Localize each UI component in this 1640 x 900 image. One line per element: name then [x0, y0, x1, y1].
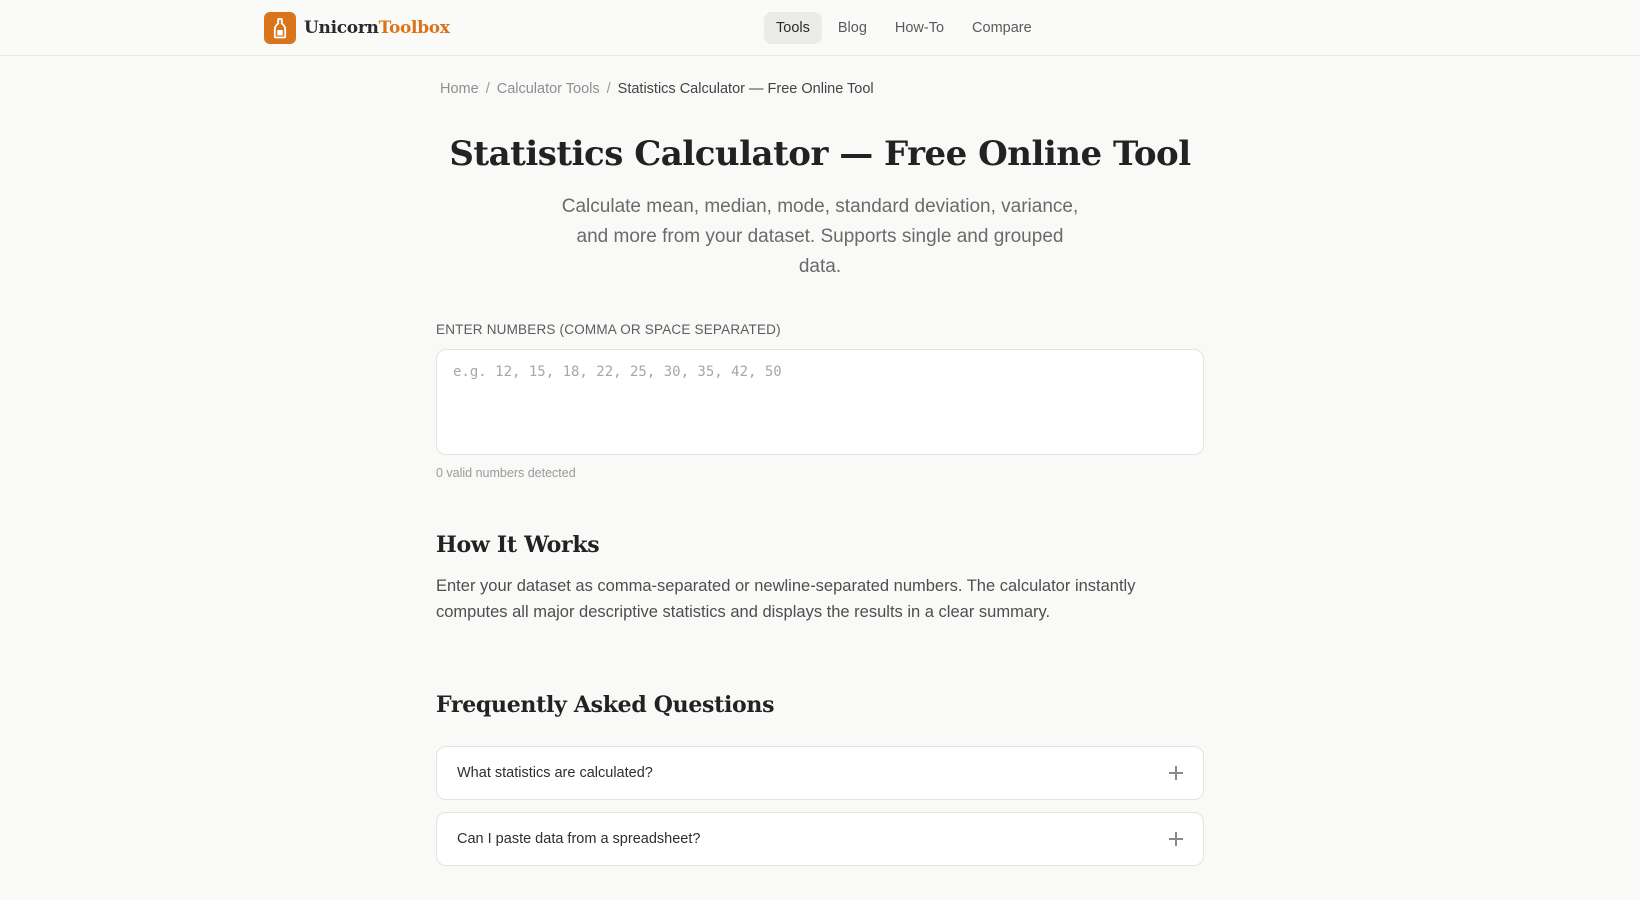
faq-item-statistics-calculated[interactable]: [436, 746, 1204, 800]
bottle-icon: [264, 12, 296, 44]
site-name-part2: Toolbox: [378, 18, 450, 38]
site-name: [304, 18, 450, 38]
site-name-part1: Unicorn: [304, 18, 379, 38]
nav-item-blog[interactable]: Blog: [837, 20, 867, 36]
top-navigation-bar: [0, 0, 1640, 56]
site-logo[interactable]: [264, 12, 450, 44]
breadcrumb-current: Statistics Calculator — Free Online Tool: [617, 81, 874, 97]
breadcrumb-home[interactable]: Home: [440, 81, 479, 97]
page-title: Statistics Calculator — Free Online Tool: [449, 134, 1191, 174]
nav-item-tools[interactable]: Tools: [764, 12, 822, 44]
breadcrumb: [440, 81, 874, 97]
breadcrumb-separator: /: [485, 81, 490, 97]
faq-item-paste-spreadsheet[interactable]: [436, 812, 1204, 866]
main-nav: [764, 12, 1048, 44]
faq-question: What statistics are calculated?: [457, 765, 653, 781]
how-it-works-heading: How It Works: [436, 532, 600, 558]
faq-heading: Frequently Asked Questions: [436, 692, 775, 718]
plus-icon: [1169, 832, 1183, 846]
numbers-input-label: ENTER NUMBERS (COMMA OR SPACE SEPARATED): [436, 322, 781, 337]
plus-icon: [1169, 766, 1183, 780]
nav-item-compare[interactable]: Compare: [972, 20, 1032, 36]
valid-numbers-count: 0 valid numbers detected: [436, 466, 576, 480]
how-it-works-body: Enter your dataset as comma-separated or newline-separated numbers. The calculator instantly computes all major descriptive statistics and displays the results in a clear summary.: [436, 577, 1136, 621]
breadcrumb-calculator-tools[interactable]: Calculator Tools: [496, 81, 600, 97]
breadcrumb-separator: /: [606, 81, 611, 97]
nav-item-how-to[interactable]: How-To: [894, 20, 945, 36]
numbers-input[interactable]: [436, 349, 1204, 455]
page-subtitle: Calculate mean, median, mode, standard deviation, variance, and more from your dataset. Supports single and grouped data.: [561, 196, 1079, 277]
faq-question: Can I paste data from a spreadsheet?: [457, 831, 701, 847]
